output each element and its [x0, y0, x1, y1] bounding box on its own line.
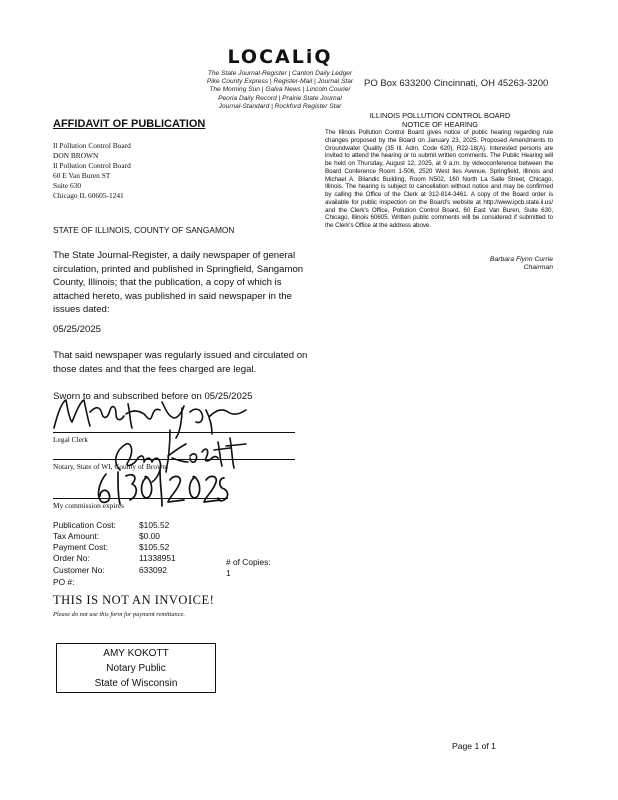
notice-header	[325, 112, 555, 129]
publication-line: Pike County Express | Register-Mail | Journal Star	[206, 78, 354, 86]
page-number: Page 1 of 1	[452, 741, 496, 751]
recipient-address	[53, 141, 131, 201]
publication-line: Peoria Daily Record | Prairie State Journal	[218, 94, 342, 102]
cost-label: Publication Cost:	[53, 520, 116, 530]
cost-value: $105.52	[139, 542, 170, 552]
copies-value: 1	[226, 568, 231, 578]
localiq-logo: LOCALiQ	[227, 46, 333, 68]
remittance-note: Please do not use this form for payment remittance.	[53, 611, 185, 618]
stamp-name: AMY KOKOTT	[103, 648, 169, 659]
address-line: 60 E Van Buren ST	[53, 171, 111, 180]
cost-label: Order No:	[53, 553, 90, 563]
address-line: Suite 630	[53, 181, 82, 190]
notice-heading: ILLINOIS POLLUTION CONTROL BOARD	[369, 111, 511, 120]
cost-value: $105.52	[139, 520, 170, 530]
publication-line: Journal-Standard | Rockford Register Star	[218, 102, 342, 110]
sworn-statement: Sworn to and subscribed before on 05/25/2025	[53, 391, 253, 402]
cost-label: Payment Cost:	[53, 542, 108, 552]
address-line: Il Pollution Control Board	[53, 161, 131, 170]
notary-stamp	[56, 643, 216, 693]
state-county: STATE OF ILLINOIS, COUNTY OF SANGAMON	[53, 225, 235, 235]
cost-label: PO #:	[53, 577, 75, 587]
publication-line: The State Journal-Register | Canton Daily Ledger	[207, 70, 353, 77]
address-line: Il Pollution Control Board	[53, 141, 131, 150]
publication-date: 05/25/2025	[53, 324, 102, 335]
notice-subheading: NOTICE OF HEARING	[402, 119, 478, 129]
signer-name: Barbara Flynn Currie	[489, 256, 553, 263]
affidavit-title: AFFIDAVIT OF PUBLICATION	[53, 118, 206, 130]
address-line: DON BROWN	[53, 151, 99, 160]
publication-list	[160, 70, 400, 111]
signer-title: Chairman	[523, 264, 553, 272]
po-box-address: PO Box 633200 Cincinnati, OH 45263-3200	[364, 78, 549, 89]
cost-value: 11338951	[139, 553, 176, 563]
legal-clerk-label: Legal Clerk	[53, 435, 89, 444]
copies-label: # of Copies:	[226, 557, 271, 567]
notice-signer	[325, 256, 553, 272]
publication-line: The Morning Sun | Galva News | Lincoln Courier	[209, 86, 351, 94]
circulation-statement: That said newspaper was regularly issued and circulated on those dates and that the fees charged are legal.	[53, 350, 308, 375]
cost-label: Tax Amount:	[53, 531, 100, 541]
commission-date-handwritten	[92, 468, 232, 508]
not-invoice-notice: THIS IS NOT AN INVOICE!	[53, 593, 215, 607]
notice-body: The Illinois Pollution Control Board gives notice of public hearing regarding rule changes proposed by the Board on January 23, 2025: Proposed Amendments to Groundwater Quality (35 Ill. Adm. Code 620), R22-18(A). Interested persons are invited to attend the hearing or to submit written comments. The Public Hearing will be held on Thursday, August 12, 2025, at 9 a.m. by videoconference between the Board Conference Room 1-506, 2520 West Iles Avenue, Springfield, Illinois and Michael A. Bilandic Building, Room N502, 160 North La Salle Street, Chicago, Illinois. The hearing is subject to cancellation without notice and may be confirmed by calling the Office of the Clerk at 312-814-3461. A copy of the Board order is available for public inspection on the Board's website at http://www.ipcb.state.il.us/ and the Clerk's Office, Pollution Control Board, 60 East Van Buren, Suite 630, Chicago, Illinois 60605. Written public comments will be considered if submitted to the Clerk's Office at the address above.	[325, 129, 553, 229]
notary-label: Notary, State of WI, County of Brown	[53, 462, 167, 471]
cost-value: 633092	[139, 565, 167, 575]
commission-label: My commission expires	[53, 501, 125, 510]
cost-label: Customer No:	[53, 565, 105, 575]
stamp-state: State of Wisconsin	[94, 678, 178, 689]
cost-value: $0.00	[139, 531, 160, 541]
address-line: Chicago IL 60605-1241	[53, 191, 124, 200]
publication-statement: The State Journal-Register, a daily newspaper of general circulation, printed and published in Springfield, Sangamon County, Illinois; that the publication, a copy of which is attached hereto, was published in said newspaper in the issues dated:	[53, 250, 304, 315]
stamp-title: Notary Public	[106, 663, 166, 674]
